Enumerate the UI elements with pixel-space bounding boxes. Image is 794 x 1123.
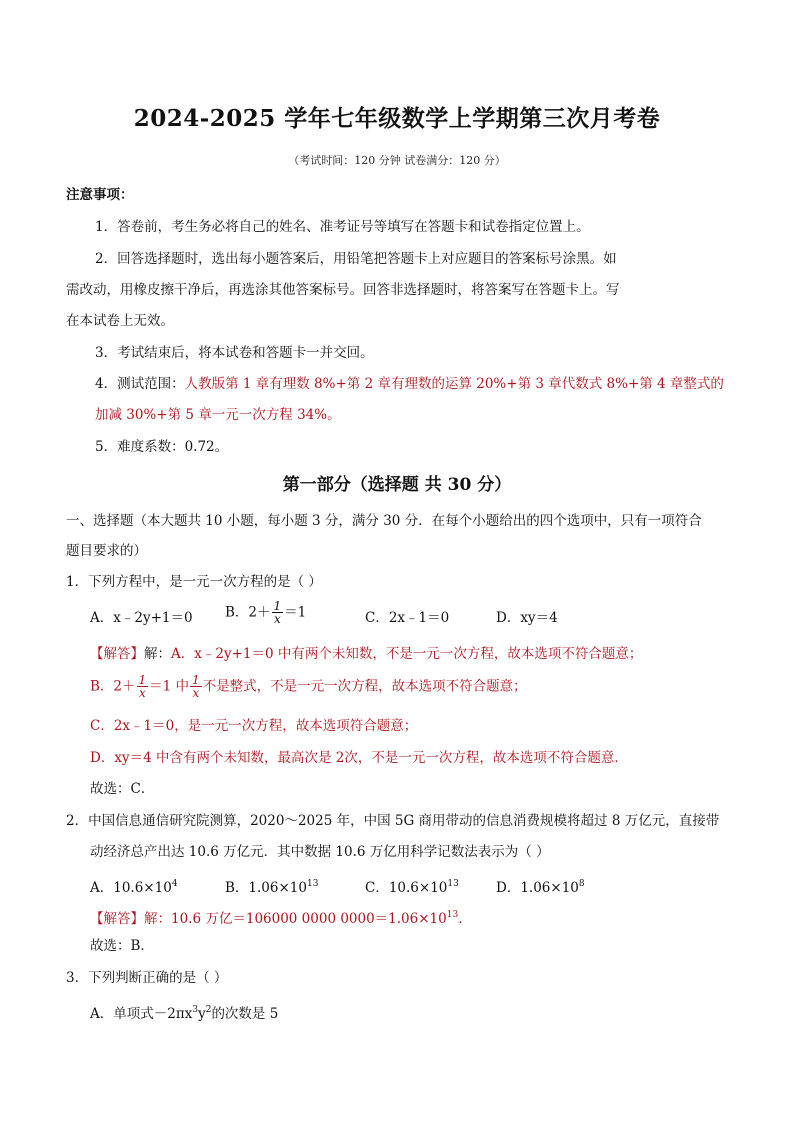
notice-item-2-line2: 需改动，用橡皮擦干净后，再选涂其他答案标号。回答非选择题时，将答案写在答题卡上。写 xyxy=(66,282,620,298)
fraction: $\frac{1}{x}$ xyxy=(192,673,200,700)
section-intro-line1: 一、选择题（本大题共 10 小题，每小题 3 分，满分 30 分．在每个小题给出的四个选项中，只有一项符合 xyxy=(66,513,702,529)
notice-heading: 注意事项： xyxy=(66,187,134,203)
q2-option-c: C．$10.6\times 10^{13}$ xyxy=(365,879,459,896)
q3-option-a: A．单项式$-2\pi x^3y^2$的次数是 5 xyxy=(90,1005,279,1022)
notice-item-2-line1: 2．回答选择题时，选出每小题答案后，用铅笔把答题卡上对应题目的答案标号涂黑。如 xyxy=(95,251,617,267)
question-2-options xyxy=(90,875,730,897)
q2-option-b: B．$1.06\times 10^{13}$ xyxy=(225,879,319,896)
exam-info: （考试时间：120 分钟 试卷满分：120 分） xyxy=(288,154,506,167)
notice-item-2-line3: 在本试卷上无效。 xyxy=(66,313,174,329)
q1-answer-line3: C．2x﹣1＝0，是一元一次方程，故本选项符合题意； xyxy=(90,718,418,734)
question-1-stem: 1．下列方程中，是一元一次方程的是（ ） xyxy=(66,574,322,590)
q2-answer: 【解答】解：10.6 万亿＝106000 0000 $0000=1.06\times 10^{13}$． xyxy=(90,910,472,927)
question-3-stem: 3．下列判断正确的是（ ） xyxy=(66,970,228,986)
q2-option-a: A．$10.6\times 10^4$ xyxy=(90,879,178,896)
q1-answer-line2: B．2＋ $\frac{1}{x}$ ＝1 中 $\frac{1}{x}$ 不是整式，不是一元一次方程，故本选项不符合题意； xyxy=(90,673,527,700)
section-title: 第一部分（选择题 共 30 分） xyxy=(282,475,512,495)
page-title: 2024-2025 学年七年级数学上学期第三次月考卷 xyxy=(133,105,661,132)
question-2-stem-line1: 2．中国信息通信研究院测算，2020～2025 年，中国 5G 商用带动的信息消费规模将超过 8 万亿元，直接带 xyxy=(66,813,720,829)
q1-answer-line1: 【解答】解：A．x﹣2y+1＝0 中有两个未知数，不是一元一次方程，故本选项不符合题意； xyxy=(90,646,643,662)
answer-tag: 【解答】 xyxy=(90,911,144,927)
test-scope-line2: 加减 30%+第 5 章一元一次方程 34%。 xyxy=(95,407,341,423)
q1-option-b: B．2＋ $\frac{1}{x}$ ＝1 xyxy=(225,599,307,626)
notice-item-5: 5．难度系数：0.72。 xyxy=(95,439,229,455)
notice-item-4-prefix: 4．测试范围： xyxy=(95,376,185,392)
q1-option-c: C．2x﹣1＝0 xyxy=(365,610,450,626)
q1-choice: 故选：C． xyxy=(90,781,155,797)
q2-choice: 故选：B． xyxy=(90,938,154,954)
fraction: $\frac{1}{x}$ xyxy=(273,599,282,626)
answer-tag: 【解答】 xyxy=(90,646,144,662)
notice-item-3: 3．考试结束后，将本试卷和答题卡一并交回。 xyxy=(95,345,374,361)
section-intro-line2: 题目要求的） xyxy=(66,543,147,559)
q1-option-d: D．xy＝4 xyxy=(496,610,558,626)
fraction: $\frac{1}{x}$ xyxy=(138,673,147,700)
notice-item-1: 1．答卷前，考生务必将自己的姓名、准考证号等填写在答题卡和试卷指定位置上。 xyxy=(95,219,590,235)
test-scope: 人教版第 1 章有理数 8%+第 2 章有理数的运算 20%+第 3 章代数式 8%+第 4 章整式的 xyxy=(184,376,724,392)
question-1-options xyxy=(90,599,730,636)
q1-answer-line4: D．xy＝4 中含有两个未知数，最高次是 2次，不是一元一次方程，故本选项不符合题意． xyxy=(90,750,628,766)
q1-option-a: A．x﹣2y+1＝0 xyxy=(90,610,193,626)
q2-option-d: D．$1.06\times 10^8$ xyxy=(496,879,585,896)
notice-item-4 xyxy=(95,375,724,393)
question-2-stem-line2: 动经济总产出达 10.6 万亿元．其中数据 10.6 万亿用科学记数法表示为（ ） xyxy=(90,844,550,860)
